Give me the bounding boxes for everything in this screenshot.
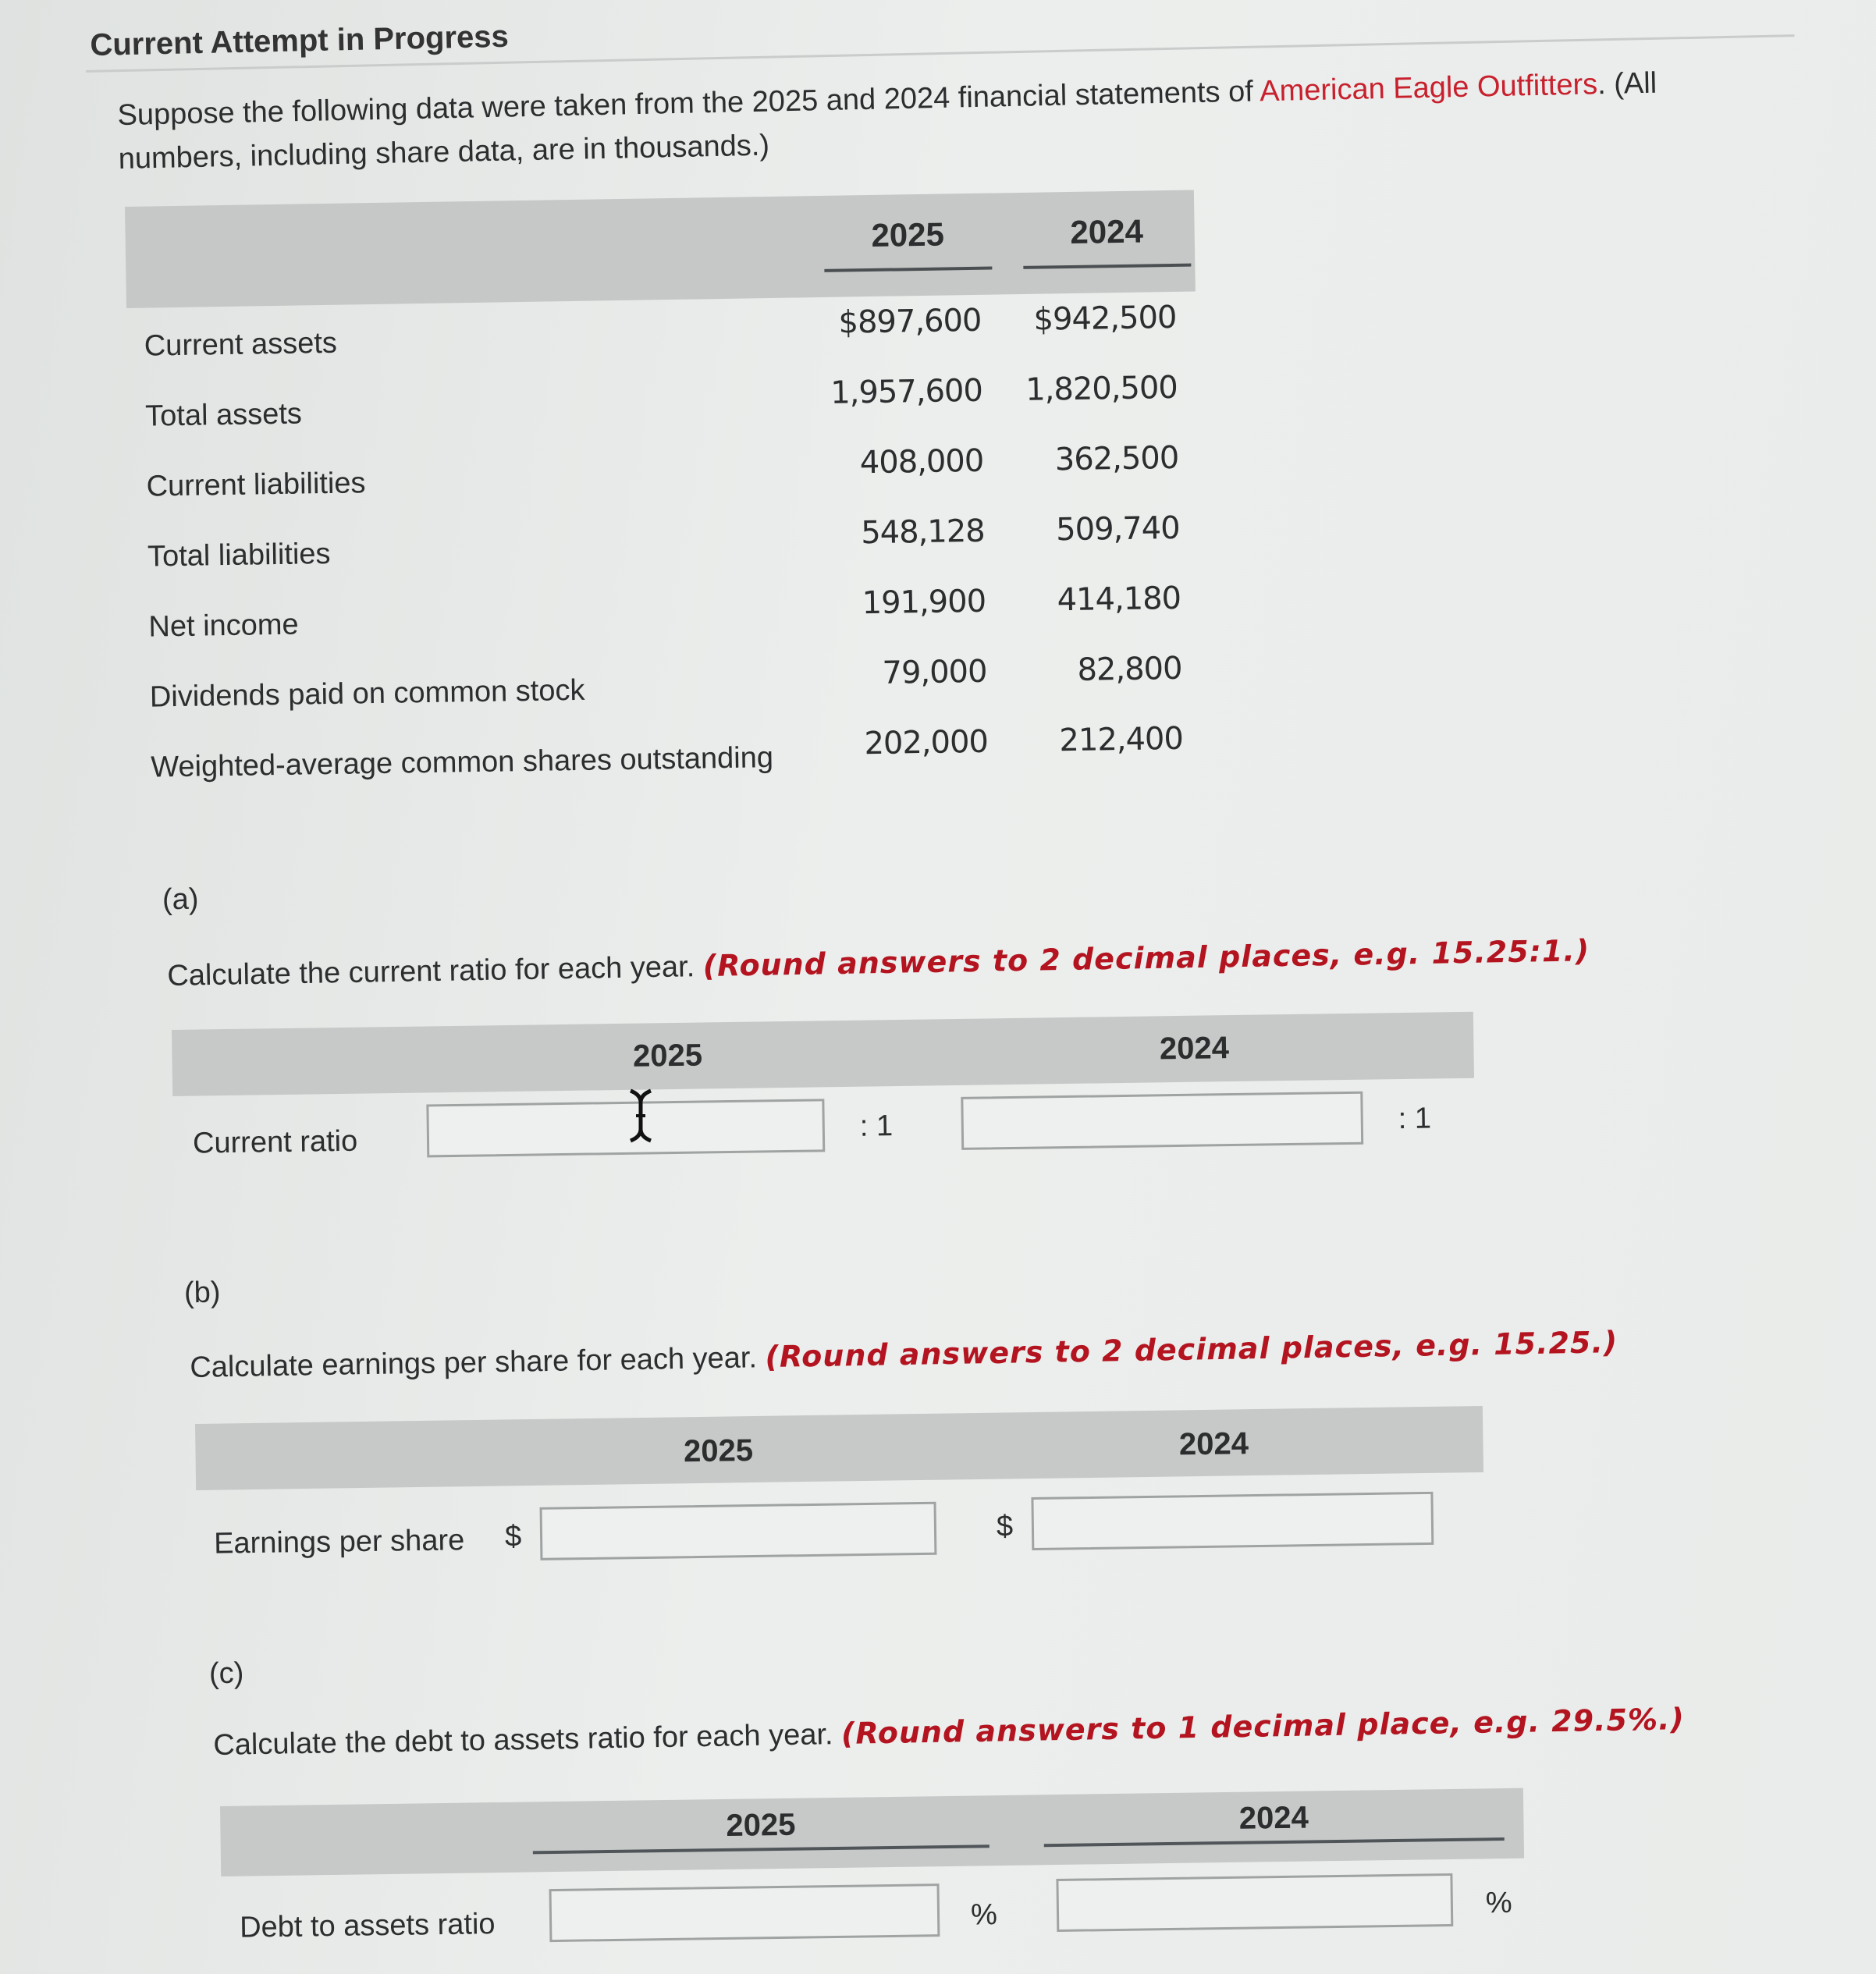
column-header-2024: 2024 [1159,1031,1230,1067]
part-b-label: (b) [183,1276,221,1310]
rounding-hint: (Round answers to 2 decimal places, e.g. 15.25.) [765,1325,1618,1375]
value-2024: 509,740 [1055,509,1180,549]
company-name: American Eagle Outfitters [1259,68,1598,108]
table-header [125,190,1196,308]
column-header-2024: 2024 [1043,1798,1505,1847]
instruction-text: Calculate the debt to assets ratio for each year. [213,1717,842,1762]
column-header-2025: 2025 [632,1038,703,1074]
dollar-prefix: $ [504,1520,522,1553]
row-label: Earnings per share [213,1524,465,1560]
column-header-2024: 2024 [1022,212,1191,269]
answer-row [196,1472,1485,1584]
row-label: Total assets [144,397,303,433]
value-2025: 1,957,600 [830,372,983,411]
problem-intro [117,59,1789,181]
intro-text: Suppose the following data were taken from the 2025 and 2024 financial statements of [117,75,1260,132]
value-2024: 212,400 [1059,720,1184,759]
part-a-answer-table [172,1012,1476,1190]
row-label: Weighted-average common shares outstanding [150,741,774,784]
part-c-instruction [213,1702,1685,1763]
current-ratio-2025-input[interactable] [426,1099,825,1157]
column-header-2024: 2024 [1178,1426,1249,1462]
row-label: Total liabilities [147,537,331,573]
ratio-suffix: : 1 [859,1109,894,1143]
instruction-text: Calculate the current ratio for each year. [167,950,704,992]
percent-suffix: % [970,1898,998,1932]
row-label: Dividends paid on common stock [149,673,585,714]
part-b-instruction [190,1325,1618,1385]
attempt-title: Current Attempt in Progress [90,19,510,62]
answer-row [172,1078,1476,1190]
value-2025: 548,128 [860,513,986,552]
row-label: Current liabilities [146,467,366,503]
column-header-2025: 2025 [823,215,992,272]
part-c-label: (c) [208,1656,244,1691]
rounding-hint: (Round answers to 2 decimal places, e.g. 15.25:1.) [702,933,1590,984]
value-2024: $942,500 [1033,299,1177,338]
ratio-suffix: : 1 [1398,1102,1432,1136]
financial-data-table [125,190,1203,799]
eps-2025-input[interactable] [540,1502,937,1560]
value-2025: $897,600 [838,302,982,341]
value-2024: 362,500 [1054,439,1179,478]
instruction-text: Calculate earnings per share for each year. [190,1341,766,1384]
column-header-2025: 2025 [683,1433,754,1469]
rounding-hint: (Round answers to 1 decimal place, e.g. 29.5%.) [840,1702,1686,1751]
column-header-2025: 2025 [532,1805,990,1854]
part-c-answer-table [220,1788,1526,1970]
value-2025: 191,900 [862,583,986,622]
intro-text-after: . (All numbers, including share data, are in thousands.) [118,66,1657,176]
value-2024: 82,800 [1077,650,1182,688]
current-ratio-2024-input[interactable] [961,1092,1363,1150]
row-label: Current ratio [192,1124,358,1160]
part-a-label: (a) [162,882,199,917]
answer-row [221,1859,1526,1970]
row-label: Current assets [144,326,338,363]
part-a-instruction [167,933,1590,993]
value-2024: 1,820,500 [1025,369,1178,408]
value-2025: 408,000 [859,442,984,481]
row-label: Debt to assets ratio [239,1908,496,1944]
value-2025: 202,000 [864,723,989,762]
text-cursor-icon [627,1088,654,1143]
percent-suffix: % [1485,1886,1512,1920]
eps-2024-input[interactable] [1031,1492,1434,1550]
debt-to-assets-2024-input[interactable] [1056,1873,1453,1932]
row-label: Net income [148,608,299,644]
value-2024: 414,180 [1057,580,1181,619]
debt-to-assets-2025-input[interactable] [549,1883,940,1942]
value-2025: 79,000 [882,653,987,691]
part-b-answer-table [195,1406,1485,1584]
dollar-prefix: $ [996,1510,1014,1543]
